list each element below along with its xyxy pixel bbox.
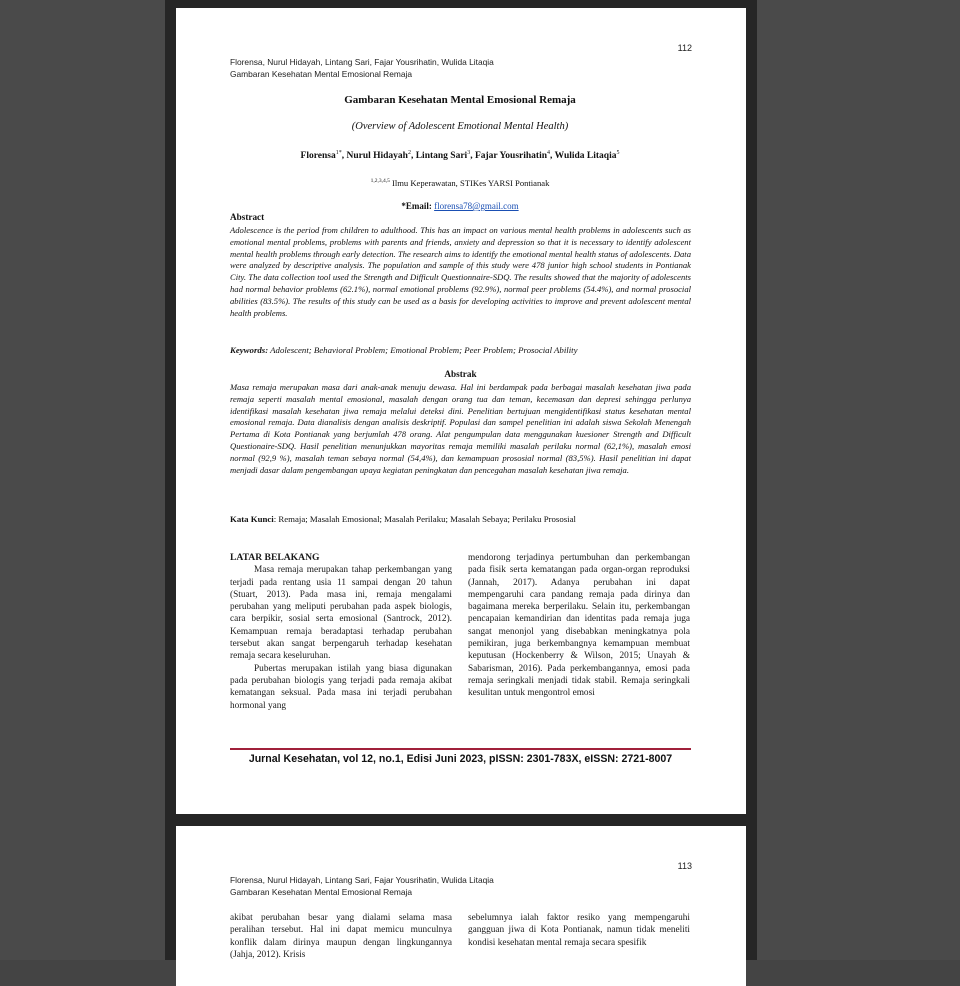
author-name: Fajar Yousrihatin — [474, 151, 548, 162]
viewer-background-left — [0, 0, 165, 960]
kata-kunci — [230, 514, 691, 524]
running-header-title: Gambaran Kesehatan Mental Emosional Remaja — [230, 887, 413, 897]
body-column-left — [230, 552, 452, 712]
author-name: Wulida Litaqia — [554, 151, 617, 162]
affiliation — [230, 178, 690, 188]
document-page-112 — [176, 8, 746, 814]
body-column-left: akibat perubahan besar yang dialami selama masa peralihan tersebut. Hal ini dapat memicu munculnya konflik dalam dirinya maupun dengan lingkungannya (Jahja, 2012). Krisis — [230, 913, 452, 960]
author-list: Florensa$^{1*}$, Nurul Hidayah$^2$, Lintang Sari$^3$, Fajar Yousrihatin$^4$, Wulida Litaqia$^5$ — [300, 150, 620, 162]
body-paragraph: Masa remaja merupakan tahap perkembangan yang terjadi pada rentang usia 11 sampai dengan 20 tahun (Stuart, 2013). Pada masa ini, remaja mengalami perubahan yang meliputi perubahan pada aspek biologis, cara berpikir, sosial serta emosional (Santrock, 2012). Kemampuan remaja beradaptasi terhadap perubahan tersebut akan sangat berpengaruh terhadap kesehatan remaja secara keseluruhan. — [230, 565, 452, 662]
body-column-right: sebelumnya ialah faktor resiko yang mempengaruhi gangguan jiwa di Kota Pontianak, namun tidak meneliti kondisi kesehatan mental remaja secara spesifik — [468, 913, 690, 948]
affiliation-sup: 1,2,3,4,5 — [370, 178, 390, 185]
abstract-text: Adolescence is the period from children to adulthood. This has an impact on various mental health problems in adolescents such as emotional mental problems, problems with parents and friends, anxiety and depression so that it is necessary to identify adolescent mental health problems through early detection. The research aims to identify the emotional mental health status of adolescents. Data were analyzed by descriptive analysis. The population and sample of this study were 478 junior high school students in Pontianak City. The data collection tool used the Strength and Difficult Questionnaire-SDQ. The results showed that the majority of adolescents had normal behavior problems (62.1%), normal emotional problems (92.9%), normal peer problems (54.4%), and normal prosocial abilities (83.5%). The results of this study can be used as a basis for developing activities to improve and prevent adolescent mental health problems. — [230, 225, 691, 318]
abstrak-heading: Abstrak — [444, 369, 477, 379]
abstract-heading: Abstract — [230, 212, 265, 222]
abstrak-text: Masa remaja merupakan masa dari anak-anak menuju dewasa. Hal ini berdampak pada berbagai masalah kesehatan jiwa pada remaja seperti masalah mental emosional, masalah dengan orang tua dan teman, kecemasan dan depresi sehingga perlunya identifikasi masalah kesehatan jiwa remaja melalui deteksi dini. Penelitian bertujuan mengidentifikasi status kesehatan mental emosional remaja. Data dianalisis dengan analisis deskriptif. Populasi dan sampel penelitian ini adalah siswa Sekolah Menengah Pertama di Kota Pontianak yang berjumlah 478 orang. Alat pengumpulan data menggunakan kuesioner Strength and Difficult Questionaire-SDQ. Hasil penelitian menunjukkan mayoritas remaja memiliki masalah perilaku normal (62,1%), masalah emosi normal (92,9 %), masalah teman sebaya normal (54,4%), dan kemampuan prososial normal (83,5%). Hasil penelitian ini dapat menjadi dasar dalam pengembangan upaya kegiatan peningkatan dan pencegahan masalah kesehatan jiwa remaja. — [230, 382, 691, 475]
affiliation-text: Ilmu Keperawatan, STIKes YARSI Pontianak — [391, 178, 550, 188]
author-affiliation-sup: 5 — [616, 150, 620, 156]
author-affiliation-sup: 4 — [547, 150, 551, 156]
body-paragraph: mendorong terjadinya pertumbuhan dan perkembangan pada fisik serta kematangan pada organ-organ reproduksi (Jannah, 2017). Adanya perubahan ini dapat mempengaruhi cara pandang remaja pada dirinya dan bagaimana mereka berperilaku. Selain itu, perkembangan pencapaian kemandirian dan identitas pada remaja juga sangat menonjol yang disebabkan meningkatnya pola pemikiran, juga berkembangnya kemampuan membuat keputusan (Hockenberry & Wilson, 2015; Unayah & Sabarisman, 2016). Pada perkembangannya, emosi pada remaja seringkali menjadi tidak stabil. Remaja seringkali kesulitan untuk mengontrol emosi — [468, 553, 690, 699]
email-line — [230, 201, 690, 211]
paper-title: Gambaran Kesehatan Mental Emosional Remaja — [344, 94, 576, 106]
document-page-113 — [176, 826, 746, 986]
kata-kunci-text: : Remaja; Masalah Emosional; Masalah Perilaku; Masalah Sebaya; Perilaku Prososial — [273, 514, 576, 524]
author-name: Florensa — [300, 151, 336, 162]
running-header-title: Gambaran Kesehatan Mental Emosional Remaja — [230, 69, 413, 79]
kata-kunci-label: Kata Kunci — [230, 514, 274, 524]
author-name: Lintang Sari — [415, 151, 468, 162]
author-affiliation-sup: 1* — [335, 150, 342, 156]
keywords-text: Adolescent; Behavioral Problem; Emotional Problem; Peer Problem; Prosocial Ability — [270, 345, 578, 355]
footer-rule — [230, 748, 691, 750]
journal-footer: Jurnal Kesehatan, vol 12, no.1, Edisi Juni 2023, pISSN: 2301-783X, eISSN: 2721-8007 — [248, 753, 673, 765]
keywords — [230, 345, 691, 355]
running-header-authors: Florensa, Nurul Hidayah, Lintang Sari, Fajar Yousrihatin, Wulida Litaqia — [230, 57, 494, 67]
author-affiliation-sup: 2 — [407, 150, 411, 156]
body-column-right — [468, 552, 690, 700]
author-affiliation-sup: 3 — [467, 150, 471, 156]
page-number: 113 — [677, 861, 692, 871]
keywords-label: Keywords: — [230, 345, 269, 355]
body-paragraph: Pubertas merupakan istilah yang biasa digunakan pada perubahan biologis yang terjadi pada remaja akibat kematangan seksual. Pada masa ini terjadi perubahan hormonal yang — [230, 663, 452, 711]
viewer-background-right — [757, 0, 960, 960]
running-header-authors: Florensa, Nurul Hidayah, Lintang Sari, Fajar Yousrihatin, Wulida Litaqia — [230, 875, 494, 885]
email-link[interactable]: florensa78@gmail.com — [434, 201, 519, 211]
email-label: *Email: — [401, 201, 432, 211]
paper-subtitle: (Overview of Adolescent Emotional Mental Health) — [351, 121, 569, 132]
page-number: 112 — [677, 43, 692, 53]
author-name: Nurul Hidayah — [346, 151, 408, 162]
section-heading: LATAR BELAKANG — [230, 552, 320, 563]
